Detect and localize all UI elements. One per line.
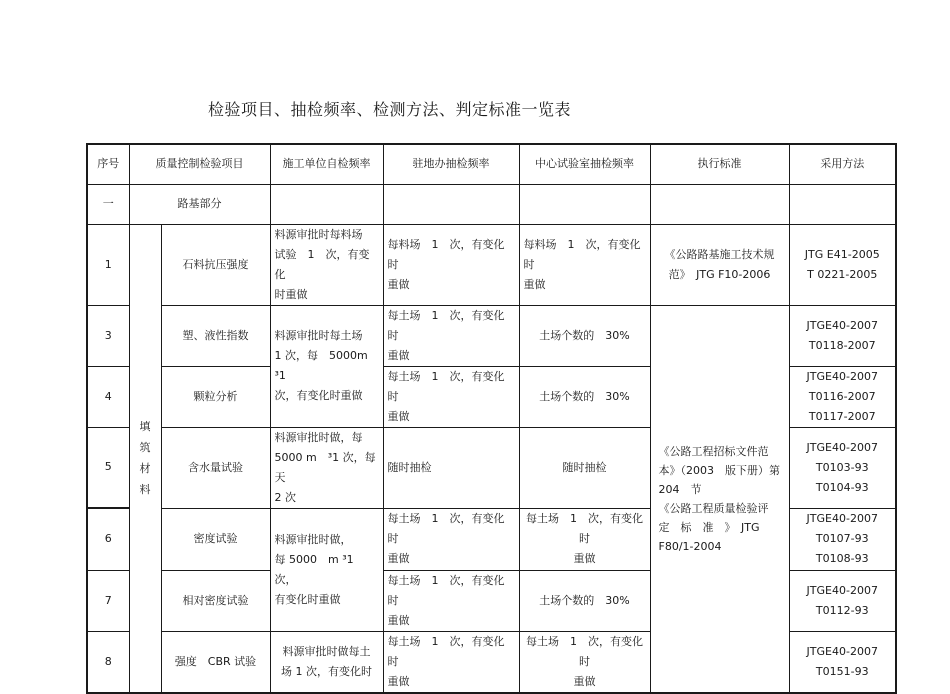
text-line: 每土场 1 次，有变化时: [526, 634, 643, 668]
text-line: 有变化时重做: [274, 592, 341, 606]
text-line: JTGE40-2007: [806, 318, 878, 332]
text-line: T0118-2007: [808, 338, 876, 352]
row-standard: [650, 305, 789, 693]
text-line: 每土场 1 次，有变化时: [387, 512, 505, 545]
row-no: 1: [87, 224, 129, 305]
row-no: 5: [87, 427, 129, 508]
header-method: 采用方法: [789, 144, 896, 184]
text-line: 次，有变化时重做: [274, 389, 363, 402]
row-central-freq: 土场个数的 30%: [519, 366, 650, 427]
header-standard: 执行标准: [650, 144, 789, 184]
text-line: JTG E41-2005: [804, 247, 880, 261]
text-line: 重做: [573, 674, 596, 688]
text-line: 本》（2003 版下册）第: [658, 463, 780, 477]
text-line: T0104-93: [815, 480, 869, 494]
row-method: [789, 508, 896, 570]
row-central-freq: [519, 631, 650, 693]
text-line: 试验 1 次，有变化: [274, 247, 370, 281]
row-no: 3: [87, 305, 129, 366]
text-line: 定 标 准 》 JTG: [658, 520, 760, 534]
text-line: T0151-93: [815, 664, 869, 678]
empty-cell: [383, 184, 519, 224]
section-row: [87, 184, 896, 224]
text-line: 重做: [387, 277, 410, 291]
text-line: 2 次: [274, 490, 296, 504]
header-contractor-freq: 施工单位自检频率: [270, 144, 383, 184]
text-line: 每土场 1 次，有变化时: [387, 634, 505, 668]
row-item: 石料抗压强度: [161, 224, 270, 305]
row-site-freq: [383, 366, 519, 427]
row-central-freq: 土场个数的 30%: [519, 305, 650, 366]
text-line: 重做: [387, 348, 410, 362]
text-line: 重做: [387, 674, 410, 688]
row-site-freq: [383, 224, 519, 305]
header-no: 序号: [87, 144, 129, 184]
empty-cell: [519, 184, 650, 224]
row-central-freq: [519, 224, 650, 305]
text-line: 《公路路基施工技术规: [664, 247, 775, 261]
row-central-freq: 土场个数的 30%: [519, 570, 650, 631]
text-line: 重做: [573, 552, 596, 565]
text-line: 《公路工程招标文件范: [658, 444, 769, 458]
group-label-char: 材: [139, 462, 151, 475]
group-label-char: 料: [139, 483, 151, 496]
row-site-freq: [383, 570, 519, 631]
row-site-freq: [383, 508, 519, 570]
row-method: [789, 305, 896, 366]
row-item: 颗粒分析: [161, 366, 270, 427]
row-item: 含水量试验: [161, 427, 270, 508]
text-line: 料源审批时每料场: [274, 227, 363, 241]
text-line: 5000 m ³1 次，每天: [274, 450, 376, 484]
row-site-freq: [383, 305, 519, 366]
section-name: 路基部分: [129, 184, 270, 224]
header-item: 质量控制检验项目: [129, 144, 270, 184]
text-line: JTGE40-2007: [806, 440, 878, 454]
header-site-office-freq: 驻地办抽检频率: [383, 144, 519, 184]
text-line: 每土场 1 次，有变化时: [387, 308, 505, 342]
row-site-freq: [383, 631, 519, 693]
text-line: 每料场 1 次，有变化时: [523, 237, 641, 271]
text-line: 场 1 次，有变化时: [281, 664, 372, 678]
text-line: 料源审批时做，: [274, 532, 352, 546]
text-line: 每料场 1 次，有变化时: [387, 237, 505, 271]
text-line: JTGE40-2007: [806, 644, 878, 658]
text-line: T0108-93: [815, 552, 869, 565]
text-line: 每 5000 m ³1 次，: [274, 552, 365, 586]
table-row: [87, 305, 896, 366]
row-method: [789, 570, 896, 631]
text-line: F80/1-2004: [658, 539, 722, 553]
header-central-lab-freq: 中心试验室抽检频率: [519, 144, 650, 184]
text-line: T0103-93: [815, 460, 869, 474]
row-no: 7: [87, 570, 129, 631]
row-method: [789, 224, 896, 305]
text-line: 时重做: [274, 287, 308, 301]
row-method: [789, 427, 896, 508]
row-no: 8: [87, 631, 129, 693]
row-contractor-freq: [270, 427, 383, 508]
text-line: T0112-93: [815, 603, 869, 617]
empty-cell: [270, 184, 383, 224]
inspection-table: [86, 143, 897, 694]
text-line: 重做: [523, 277, 546, 291]
empty-cell: [789, 184, 896, 224]
row-item: 密度试验: [161, 508, 270, 570]
row-no: 4: [87, 366, 129, 427]
row-site-freq: 随时抽检: [383, 427, 519, 508]
text-line: 料源审批时做，每: [274, 430, 363, 444]
text-line: 每土场 1 次，有变化时: [526, 512, 643, 545]
row-central-freq: [519, 508, 650, 570]
row-central-freq: 随时抽检: [519, 427, 650, 508]
row-item: 强度 CBR 试验: [161, 631, 270, 693]
text-line: 每土场 1 次，有变化时: [387, 573, 505, 607]
row-contractor-freq: [270, 631, 383, 693]
row-contractor-freq: [270, 305, 383, 427]
group-label: [129, 224, 161, 693]
section-no: 一: [87, 184, 129, 224]
empty-cell: [650, 184, 789, 224]
group-label-char: 筑: [139, 441, 151, 454]
text-line: T0117-2007: [808, 409, 876, 423]
text-line: 每土场 1 次，有变化时: [387, 369, 505, 403]
row-item: 相对密度试验: [161, 570, 270, 631]
text-line: 料源审批时做每土: [282, 644, 371, 658]
text-line: 料源审批时每土场: [274, 329, 363, 342]
text-line: 重做: [387, 409, 410, 423]
row-standard: [650, 224, 789, 305]
text-line: 1 次，每 5000m ³1: [274, 349, 379, 382]
row-contractor-freq: [270, 508, 383, 631]
row-contractor-freq: [270, 224, 383, 305]
text-line: JTGE40-2007: [806, 512, 878, 525]
row-no: 6: [87, 508, 129, 570]
text-line: 重做: [387, 552, 410, 565]
text-line: 204 节: [658, 482, 702, 496]
group-label-char: 填: [139, 420, 151, 433]
text-line: T 0221-2005: [807, 267, 878, 281]
text-line: JTGE40-2007: [806, 369, 878, 383]
table-row: [87, 224, 896, 305]
text-line: 重做: [387, 613, 410, 627]
row-method: [789, 631, 896, 693]
row-item: 塑、液性指数: [161, 305, 270, 366]
page-title: 检验项目、抽检频率、检测方法、判定标准一览表: [208, 100, 572, 119]
text-line: 范》 JTG F10-2006: [668, 267, 771, 281]
text-line: JTGE40-2007: [806, 583, 878, 597]
table-header-row: [87, 144, 896, 184]
text-line: T0107-93: [815, 532, 869, 545]
text-line: 《公路工程质量检验评: [658, 501, 769, 515]
row-method: [789, 366, 896, 427]
text-line: T0116-2007: [808, 389, 876, 403]
